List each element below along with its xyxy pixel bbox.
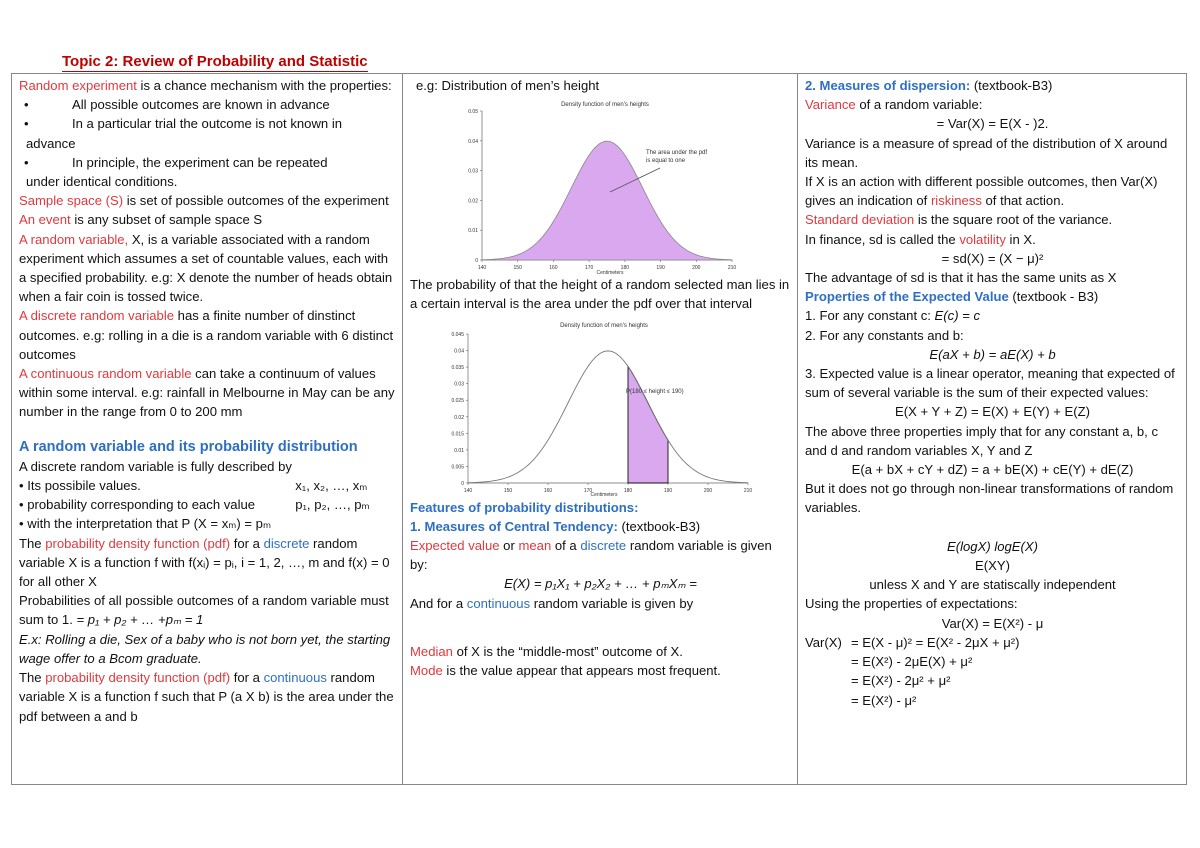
property-4-eq: E(a + bX + cY + dZ) = a + bE(X) + cE(Y) + dE(Z) bbox=[851, 462, 1134, 478]
chart-density-line bbox=[468, 351, 748, 483]
column-1 bbox=[12, 74, 403, 784]
math: x₁, x₂, …, xₘ bbox=[295, 478, 368, 494]
x-tick-label: 180 bbox=[623, 487, 633, 494]
bullet-2-cont: advance bbox=[26, 135, 76, 151]
example-caption: e.g: Distribution of men’s height bbox=[416, 78, 600, 93]
x-tick-label: 140 bbox=[477, 265, 487, 272]
term: Variance bbox=[805, 97, 856, 113]
median-def bbox=[410, 642, 791, 661]
x-tick-label: 170 bbox=[584, 265, 594, 272]
text: If X is an action with different possible outcomes, then Var(X) gives an indication of bbox=[805, 174, 1158, 209]
property-2: 2. For any constants and b: bbox=[805, 327, 964, 343]
text: for a bbox=[230, 535, 264, 551]
pdf-continuous-def bbox=[19, 668, 396, 726]
text: is the value appear that appears most frequent. bbox=[442, 663, 721, 679]
bullet-3-cont: under identical conditions. bbox=[26, 174, 178, 190]
chart-annotation-line-2: is equal to one bbox=[646, 158, 686, 165]
section-heading: A random variable and its probability distribution bbox=[19, 438, 358, 455]
term: Mode bbox=[410, 663, 443, 679]
text: of X is the “middle-most” outcome of X. bbox=[452, 644, 683, 660]
text: is a chance mechanism with the properties: bbox=[136, 78, 392, 93]
bullet-3 bbox=[19, 153, 396, 172]
var-eq-2 bbox=[805, 633, 1180, 652]
term: Median bbox=[410, 644, 453, 660]
bullet-icon: • bbox=[24, 97, 29, 113]
text: (textbook-B3) bbox=[970, 78, 1053, 93]
math: E(c) = c bbox=[934, 308, 981, 324]
y-tick-label: 0.01 bbox=[454, 447, 464, 454]
discrete-rv-def bbox=[19, 306, 396, 364]
text: The bbox=[19, 535, 46, 551]
volatility bbox=[805, 230, 1180, 249]
sd-def bbox=[805, 210, 1180, 229]
interpretation: The probability of that the height of a random selected man lies in a certain interval is the area under the pdf over that interval bbox=[410, 277, 790, 312]
random-variable-def bbox=[19, 230, 396, 307]
term: probability density function (pdf) bbox=[45, 535, 231, 551]
y-tick-label: 0.02 bbox=[454, 414, 464, 421]
term: Standard deviation bbox=[805, 212, 915, 228]
term: discrete bbox=[580, 538, 627, 554]
independence-note: unless X and Y are statiscally independent bbox=[869, 577, 1116, 593]
y-tick-label: 0.035 bbox=[451, 364, 464, 371]
property-3-eq: E(X + Y + Z) = E(X) + E(Y) + E(Z) bbox=[895, 404, 1090, 420]
property-3: 3. Expected value is a linear operator, meaning that expected of sum of several variable is the sum of their expected values: bbox=[805, 366, 1175, 401]
text: can take a continuum of values within some interval. e.g: rainfall in Melbourne in May can be any number in the range from 0 to 200 mm bbox=[19, 366, 395, 420]
variance-desc: Variance is a measure of spread of the distribution of X around its mean. bbox=[805, 135, 1168, 170]
chart-xlabel: Centimeters bbox=[596, 270, 624, 276]
x-tick-label: 160 bbox=[549, 265, 558, 272]
x-tick-label: 180 bbox=[620, 265, 630, 272]
text: In finance, sd is called the bbox=[805, 231, 960, 247]
variance-def bbox=[805, 95, 1180, 114]
dispersion-heading bbox=[805, 76, 1180, 95]
chart-title: Density function of men's heights bbox=[561, 102, 649, 109]
properties-heading bbox=[805, 287, 1180, 306]
bullet-icon: • bbox=[24, 154, 29, 170]
text: random variable is given by: bbox=[410, 538, 772, 573]
text: for a bbox=[230, 670, 264, 686]
chart-annotation-line-1: The area under the pdf bbox=[646, 150, 708, 157]
continuous-ev bbox=[410, 594, 791, 613]
examples: E.x: Rolling a die, Sex of a baby who is not born yet, the starting wage offer to a Bcom graduate. bbox=[19, 631, 391, 666]
features-heading: Features of probability distributions: bbox=[410, 499, 639, 515]
column-2 bbox=[403, 74, 798, 784]
y-tick-label: 0.015 bbox=[451, 430, 464, 437]
list-item-interpretation bbox=[19, 514, 396, 533]
text: X, is a variable associated with a random experiment which assumes a set of countable values, each with a specified probability. e.g: X denote the number of heads obtain when a fair coin is tossed twice. bbox=[19, 231, 393, 305]
text: (textbook-B3) bbox=[617, 518, 701, 534]
bullet-icon: • bbox=[24, 116, 29, 132]
y-tick-label: 0.025 bbox=[451, 397, 464, 404]
x-tick-label: 210 bbox=[727, 265, 737, 272]
term: probability density function (pdf) bbox=[45, 670, 231, 686]
bullet-icon: • bbox=[19, 478, 28, 494]
term: mean bbox=[518, 538, 552, 554]
text: 1. For any constant c: bbox=[805, 308, 935, 324]
y-tick-label: 0.01 bbox=[468, 228, 478, 235]
event-def bbox=[19, 210, 396, 229]
text: is set of possible outcomes of the experiment bbox=[123, 193, 389, 209]
sd-advantage: The advantage of sd is that it has the same units as X bbox=[805, 270, 1117, 286]
sd-eq: = sd(X) = (X − μ)² bbox=[941, 250, 1044, 266]
math: = p₁ + p₂ + … +pₘ = 1 bbox=[76, 612, 204, 628]
text: Its possibile values. bbox=[27, 478, 141, 494]
heading: Properties of the Expected Value bbox=[805, 289, 1009, 305]
term: Expected value bbox=[410, 538, 500, 554]
y-tick-label: 0.04 bbox=[468, 139, 478, 146]
bullet-icon: • bbox=[19, 516, 28, 532]
random-experiment-def bbox=[19, 76, 396, 95]
var-eq-1: Var(X) = E(X²) - μ bbox=[941, 615, 1044, 631]
expected-value-def bbox=[410, 536, 791, 574]
text: of that action. bbox=[981, 193, 1065, 209]
pdf-discrete-def bbox=[19, 534, 396, 592]
text: (textbook - B3) bbox=[1008, 289, 1099, 305]
text: has a finite number of dinstinct outcomes. e.g: rolling in a die is a random variable with 6 distinct outcomes bbox=[19, 308, 394, 362]
spacer bbox=[805, 518, 1180, 537]
discrete-desc: A discrete random variable is fully described by bbox=[19, 458, 292, 474]
text: is any subset of sample space S bbox=[70, 212, 263, 228]
chart-xlabel: Centimeters bbox=[590, 491, 618, 498]
chart-title: Density function of men's heights bbox=[560, 322, 648, 329]
math: = E(X - μ)² = E(X² - 2μX + μ²) bbox=[851, 634, 1020, 650]
var-eq-5: = E(X²) - μ² bbox=[851, 692, 917, 708]
term: continuous bbox=[466, 595, 531, 611]
column-3 bbox=[798, 74, 1186, 784]
chart-interval-fill bbox=[628, 366, 668, 483]
spacer bbox=[410, 632, 791, 642]
y-tick-label: 0 bbox=[475, 258, 478, 265]
y-tick-label: 0.005 bbox=[451, 464, 464, 471]
bullet-icon: • bbox=[19, 497, 28, 513]
text: All possible outcomes are known in advance bbox=[72, 97, 330, 113]
x-tick-label: 170 bbox=[583, 487, 593, 494]
term: volatility bbox=[959, 231, 1006, 247]
text: probability corresponding to each value bbox=[27, 497, 256, 513]
list-item-values bbox=[19, 476, 396, 495]
x-tick-label: 150 bbox=[503, 487, 513, 494]
property-4: The above three properties imply that for any constant a, b, c and d and random variables X, Y and Z bbox=[805, 423, 1158, 458]
mode-def bbox=[410, 661, 791, 680]
bullet-2 bbox=[19, 114, 396, 133]
term: discrete bbox=[263, 535, 310, 551]
term: A discrete random variable bbox=[19, 308, 175, 324]
list-item-probabilities bbox=[19, 495, 396, 514]
expected-value-eq: E(X) = p₁X₁ + p₂X₂ + … + pₘXₘ = bbox=[504, 576, 697, 592]
chart-area-fill bbox=[482, 141, 732, 260]
text: is the square root of the variance. bbox=[914, 212, 1113, 228]
text: And for a bbox=[410, 595, 467, 611]
property-2-eq: E(aX + b) = aE(X) + b bbox=[929, 346, 1056, 362]
chart-axes bbox=[451, 332, 752, 494]
x-tick-label: 150 bbox=[513, 265, 522, 272]
x-tick-label: 190 bbox=[656, 265, 665, 272]
chart-density-full bbox=[420, 95, 750, 275]
heading: 1. Measures of Central Tendency: bbox=[410, 518, 618, 534]
riskiness bbox=[805, 172, 1180, 210]
text: of a bbox=[551, 538, 581, 554]
term: A random variable, bbox=[19, 231, 129, 247]
var-eq-4: = E(X²) - 2μ² + μ² bbox=[851, 673, 951, 689]
text: with the interpretation that P (X = xₘ) = pₘ bbox=[27, 516, 272, 532]
text: in X. bbox=[1005, 231, 1036, 247]
property-5: But it does not go through non-linear transformations of random variables. bbox=[805, 481, 1174, 516]
property-1 bbox=[805, 306, 1180, 325]
using-properties: Using the properties of expectations: bbox=[805, 596, 1018, 612]
x-tick-label: 210 bbox=[743, 487, 753, 494]
term: Random experiment bbox=[19, 78, 137, 93]
text: random variable X is a function f such that P (a X b) is the area under the pdf between a and b bbox=[19, 670, 394, 724]
term: An event bbox=[19, 212, 71, 228]
y-tick-label: 0.05 bbox=[468, 109, 478, 116]
page-title: Topic 2: Review of Probability and Statistic bbox=[62, 53, 368, 70]
heading: 2. Measures of dispersion: bbox=[805, 78, 971, 93]
variance-eq: = Var(X) = E(X - )2. bbox=[936, 116, 1049, 132]
text: random variable is given by bbox=[530, 595, 694, 611]
x-tick-label: 140 bbox=[463, 487, 473, 494]
term: Sample space (S) bbox=[19, 193, 124, 209]
y-tick-label: 0.04 bbox=[454, 348, 464, 355]
x-tick-label: 200 bbox=[692, 265, 701, 272]
x-tick-label: 160 bbox=[543, 487, 553, 494]
term: continuous bbox=[263, 670, 327, 686]
math: p₁, p₂, …, pₘ bbox=[295, 497, 370, 513]
label: Var(X) bbox=[805, 634, 842, 650]
chart-annotation: P(180 ≤ height ≤ 190) bbox=[626, 388, 684, 395]
content-table bbox=[11, 73, 1187, 785]
x-tick-label: 200 bbox=[703, 487, 713, 494]
continuous-rv-def bbox=[19, 364, 396, 422]
text: Probabilities of all possible outcomes of a random variable must sum to 1. bbox=[19, 593, 389, 628]
text: In principle, the experiment can be repeated bbox=[72, 154, 328, 170]
bullet-1 bbox=[19, 95, 396, 114]
var-eq-3: = E(X²) - 2μE(X) + μ² bbox=[851, 654, 973, 670]
x-tick-label: 190 bbox=[663, 487, 673, 494]
log-eq: E(logX) logE(X) bbox=[947, 538, 1038, 554]
text: random variable X is a function f with f(xᵢ) = pᵢ, i = 1, 2, …, m and f(x) = 0 for all other X bbox=[19, 535, 390, 590]
y-tick-label: 0.045 bbox=[451, 331, 464, 338]
text: In a particular trial the outcome is not known in bbox=[72, 116, 343, 132]
sum-to-one bbox=[19, 591, 396, 629]
y-tick-label: 0.03 bbox=[468, 168, 478, 175]
y-tick-label: 0.02 bbox=[468, 198, 478, 205]
sample-space-def bbox=[19, 191, 396, 210]
term: A continuous random variable bbox=[19, 366, 192, 382]
exy: E(XY) bbox=[975, 558, 1010, 574]
text: or bbox=[499, 538, 519, 554]
text: of a random variable: bbox=[855, 97, 983, 113]
term: riskiness bbox=[930, 193, 982, 209]
central-tendency-heading bbox=[410, 517, 791, 536]
spacer bbox=[410, 613, 791, 632]
y-tick-label: 0.03 bbox=[454, 381, 464, 388]
y-tick-label: 0 bbox=[461, 480, 464, 487]
chart-density-interval bbox=[414, 316, 764, 498]
text: The bbox=[19, 670, 46, 686]
